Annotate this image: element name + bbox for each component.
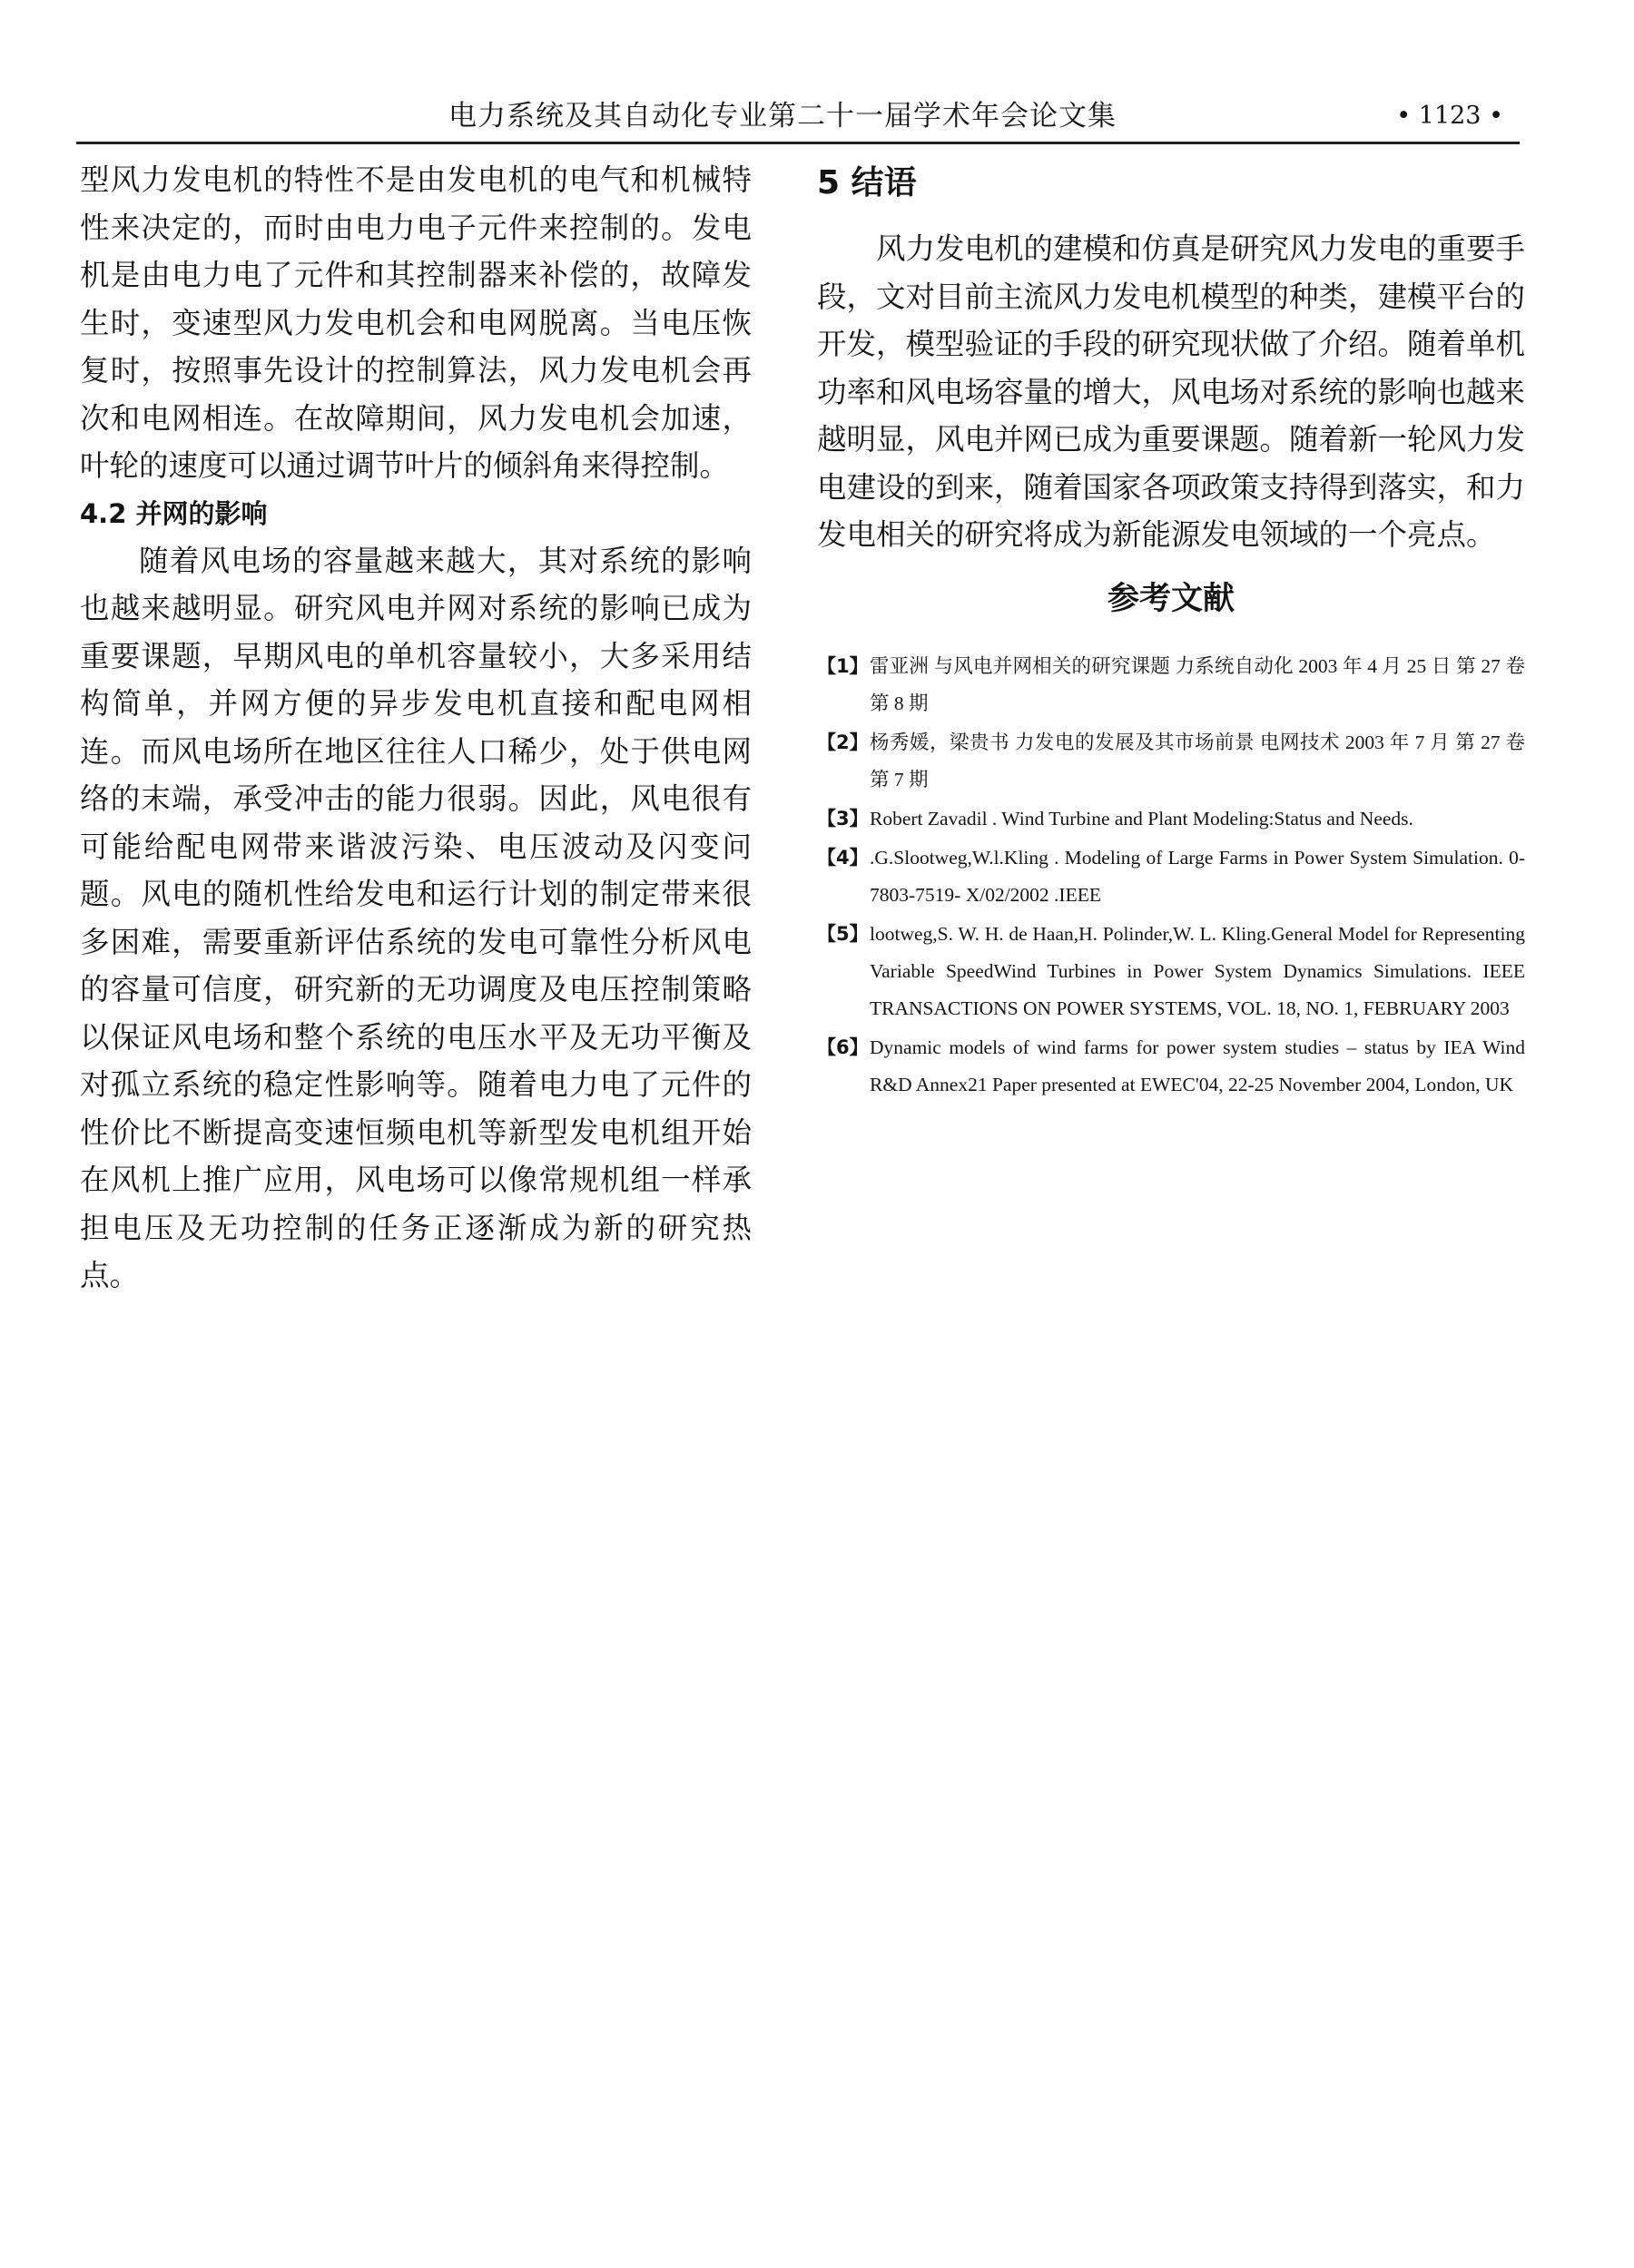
subsection-heading: 4.2 并网的影响 — [80, 497, 268, 529]
reference-text: Robert Zavadil . Wind Turbine and Plant Modeling:Status and Needs. — [870, 807, 1413, 830]
reference-number: 【3】 — [817, 807, 869, 830]
left-column — [80, 156, 752, 1300]
reference-number: 【2】 — [817, 731, 869, 753]
reference-number: 【1】 — [817, 654, 869, 677]
reference-text: 杨秀媛，梁贵书 力发电的发展及其市场前景 电网技术 2003 年 7 月 第 27 卷 第 7 期 — [870, 731, 1525, 790]
section-heading-conclusion: 5 结语 — [817, 164, 917, 201]
page-number: • 1123 • — [1396, 102, 1503, 130]
right-column — [817, 156, 1525, 1105]
reference-number: 【6】 — [817, 1036, 869, 1058]
reference-text: Dynamic models of wind farms for power system studies – status by IEA Wind R&D Annex21 Paper presented at EWEC'04, 22-25 November 2004, London, UK — [870, 1036, 1525, 1095]
reference-item — [817, 800, 1525, 838]
running-header — [76, 87, 1520, 144]
body-paragraph-continued: 型风力发电机的特性不是由发电机的电气和机械特性来决定的，而时由电力电子元件来控制的。发电机是由电力电了元件和其控制器来补偿的，故障发生时，变速型风力发电机会和电网脱离。当电压恢复时，按照事先设计的控制算法，风力发电机会再次和电网相连。在故障期间，风力发电机会加速，叶轮的速度可以通过调节叶片的倾斜角来得控制。 — [80, 162, 752, 483]
references-heading: 参考文献 — [1107, 580, 1235, 617]
reference-item — [817, 724, 1525, 799]
reference-item — [817, 648, 1525, 722]
reference-item — [817, 1029, 1525, 1104]
reference-text: lootweg,S. W. H. de Haan,H. Polinder,W. L. Kling.General Model for Representing Variable SpeedWind Turbines in Power System Dynamics Simulations. IEEE TRANSACTIONS ON POWER SYSTEMS, VOL. 18, NO. 1, FEBRUARY 2003 — [870, 922, 1525, 1019]
reference-item — [817, 839, 1525, 914]
body-paragraph-grid-impact: 随着风电场的容量越来越大，其对系统的影响也越来越明显。研究风电并网对系统的影响已成为重要课题，早期风电的单机容量较小，大多采用结构简单，并网方便的异步发电机直接和配电网相连。而风电场所在地区往往人口稀少，处于供电网络的末端，承受冲击的能力很弱。因此，风电很有可能给配电网带来谐波污染、电压波动及闪变问题。风电的随机性给发电和运行计划的制定带来很多困难，需要重新评估系统的发电可靠性分析风电的容量可信度，研究新的无功调度及电压控制策略以保证风电场和整个系统的电压水平及无功平衡及对孤立系统的稳定性影响等。随着电力电了元件的性价比不断提高变速恒频电机等新型发电机组开始在风机上推广应用，风电场可以像常规机组一样承担电压及无功控制的任务正逐渐成为新的研究热点。 — [80, 543, 752, 1292]
reference-number: 【4】 — [817, 846, 869, 869]
reference-text: .G.Slootweg,W.l.Kling . Modeling of Large Farms in Power System Simulation. 0-7803-7519- X/02/2002 .IEEE — [870, 846, 1525, 906]
reference-number: 【5】 — [817, 922, 869, 945]
reference-list — [817, 648, 1525, 1104]
reference-text: 雷亚洲 与风电并网相关的研究课题 力系统自动化 2003 年 4 月 25 日 第 27 卷 第 8 期 — [870, 654, 1525, 714]
journal-title: 电力系统及其自动化专业第二十一届学术年会论文集 — [448, 100, 1117, 133]
reference-item — [817, 916, 1525, 1027]
conclusion-paragraph: 风力发电机的建模和仿真是研究风力发电的重要手段，文对目前主流风力发电机模型的种类，建模平台的开发，模型验证的手段的研究现状做了介绍。随着单机功率和风电场容量的增大，风电场对系统的影响也越来越明显，风电并网已成为重要课题。随着新一轮风力发电建设的到来，随着国家各项政策支持得到落实，和力发电相关的研究将成为新能源发电领域的一个亮点。 — [817, 231, 1526, 552]
